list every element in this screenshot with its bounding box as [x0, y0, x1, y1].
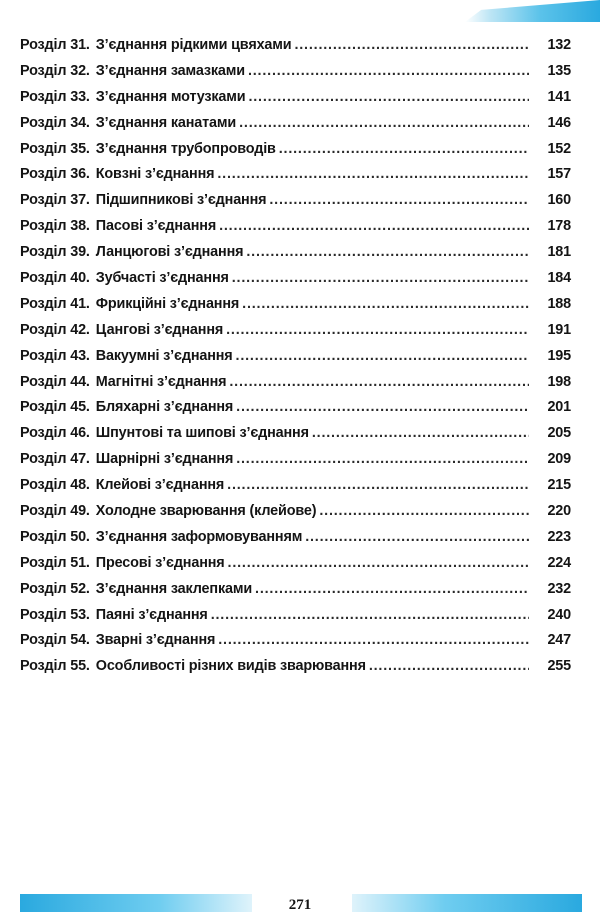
toc-page-number: 181	[547, 244, 571, 261]
toc-entry[interactable]	[20, 141, 571, 167]
toc-entry[interactable]	[20, 244, 571, 270]
toc-page-number: 205	[547, 425, 571, 442]
toc-dot-leader	[219, 218, 529, 234]
toc-dot-leader	[236, 451, 529, 467]
toc-entry-title: Зубчасті з’єднання	[95, 270, 229, 287]
toc-dot-leader	[239, 115, 529, 131]
toc-page-number: 209	[547, 451, 571, 468]
toc-page-number: 141	[547, 88, 571, 105]
toc-chapter-label: Розділ 41.	[20, 295, 90, 312]
toc-chapter-label: Розділ 45.	[20, 399, 90, 416]
toc-entry-title: Вакуумні з’єднання	[95, 347, 233, 364]
toc-entry[interactable]	[20, 296, 571, 322]
toc-entry-title: Пасові з’єднання	[95, 218, 217, 235]
toc-entry-title: З’єднання канатами	[95, 114, 237, 131]
toc-entry-title: Фрикційні з’єднання	[95, 295, 240, 312]
toc-dot-leader	[217, 166, 529, 182]
toc-dot-leader	[232, 270, 529, 286]
toc-dot-leader	[211, 607, 529, 623]
toc-entry-title: Пресові з’єднання	[95, 554, 225, 571]
toc-dot-leader	[312, 425, 529, 441]
table-of-contents	[20, 37, 571, 684]
toc-chapter-label: Розділ 32.	[20, 62, 90, 79]
toc-entry[interactable]	[20, 374, 571, 400]
toc-entry[interactable]	[20, 529, 571, 555]
toc-page-number: 191	[547, 321, 571, 338]
toc-entry[interactable]	[20, 658, 571, 684]
toc-entry-title: З’єднання замазками	[95, 62, 245, 79]
toc-chapter-label: Розділ 39.	[20, 244, 90, 261]
toc-page-number: 184	[547, 270, 571, 287]
toc-entry[interactable]	[20, 270, 571, 296]
toc-chapter-label: Розділ 42.	[20, 321, 90, 338]
toc-page-number: 198	[547, 373, 571, 390]
toc-page-number: 135	[547, 62, 571, 79]
footer-stripe-right	[352, 894, 582, 912]
toc-page-number: 157	[547, 166, 571, 183]
toc-entry[interactable]	[20, 166, 571, 192]
toc-chapter-label: Розділ 51.	[20, 554, 90, 571]
toc-entry-title: З’єднання рідкими цвяхами	[95, 37, 292, 53]
toc-entry-title: Особливості різних видів зварювання	[95, 658, 366, 675]
toc-page-number: 195	[547, 347, 571, 364]
toc-entry-title: З’єднання заформовуванням	[95, 528, 303, 545]
toc-chapter-label: Розділ 49.	[20, 503, 90, 520]
toc-entry-title: Шарнірні з’єднання	[95, 451, 234, 468]
toc-entry[interactable]	[20, 192, 571, 218]
toc-page-number: 188	[547, 295, 571, 312]
toc-dot-leader	[248, 89, 529, 105]
toc-page-number: 178	[547, 218, 571, 235]
toc-page-number: 223	[547, 528, 571, 545]
toc-entry-title: Зварні з’єднання	[95, 632, 216, 649]
toc-entry-title: Підшипникові з’єднання	[95, 192, 267, 209]
toc-chapter-label: Розділ 34.	[20, 114, 90, 131]
toc-page-number: 255	[547, 658, 571, 675]
toc-chapter-label: Розділ 54.	[20, 632, 90, 649]
toc-entry[interactable]	[20, 218, 571, 244]
toc-chapter-label: Розділ 44.	[20, 373, 90, 390]
toc-entry-title: Холодне зварювання (клейове)	[95, 503, 317, 520]
toc-chapter-label: Розділ 31.	[20, 37, 90, 53]
toc-dot-leader	[294, 37, 529, 53]
toc-page-number: 232	[547, 580, 571, 597]
toc-entry[interactable]	[20, 607, 571, 633]
toc-page-number: 247	[547, 632, 571, 649]
toc-entry-title: Клейові з’єднання	[95, 477, 225, 494]
toc-dot-leader	[369, 658, 529, 674]
toc-page-number: 220	[547, 503, 571, 520]
toc-entry[interactable]	[20, 451, 571, 477]
header-decorative-stripe	[465, 0, 600, 22]
toc-dot-leader	[269, 192, 529, 208]
toc-dot-leader	[228, 555, 529, 571]
toc-dot-leader	[226, 322, 529, 338]
toc-entry-title: Ковзні з’єднання	[95, 166, 215, 183]
toc-entry-title: З’єднання заклепками	[95, 580, 253, 597]
toc-chapter-label: Розділ 37.	[20, 192, 90, 209]
toc-dot-leader	[229, 374, 529, 390]
toc-entry-title: Бляхарні з’єднання	[95, 399, 234, 416]
toc-dot-leader	[248, 63, 529, 79]
toc-dot-leader	[305, 529, 529, 545]
toc-entry-title: Ланцюгові з’єднання	[95, 244, 244, 261]
toc-page-number: 240	[547, 606, 571, 623]
toc-dot-leader	[236, 399, 529, 415]
toc-entry-title: Паяні з’єднання	[95, 606, 208, 623]
toc-entry[interactable]	[20, 322, 571, 348]
toc-entry-title: Магнітні з’єднання	[95, 373, 227, 390]
toc-dot-leader	[218, 632, 529, 648]
toc-dot-leader	[319, 503, 529, 519]
toc-page-number: 132	[547, 37, 571, 53]
toc-page-number: 160	[547, 192, 571, 209]
toc-chapter-label: Розділ 55.	[20, 658, 90, 675]
toc-chapter-label: Розділ 40.	[20, 270, 90, 287]
toc-chapter-label: Розділ 53.	[20, 606, 90, 623]
toc-entry[interactable]	[20, 399, 571, 425]
toc-entry[interactable]	[20, 115, 571, 141]
toc-entry-title: З’єднання мотузками	[95, 88, 246, 105]
toc-dot-leader	[242, 296, 529, 312]
toc-chapter-label: Розділ 52.	[20, 580, 90, 597]
toc-entry[interactable]	[20, 555, 571, 581]
toc-entry[interactable]	[20, 477, 571, 503]
toc-entry[interactable]	[20, 581, 571, 607]
toc-chapter-label: Розділ 36.	[20, 166, 90, 183]
toc-entry-title: Цангові з’єднання	[95, 321, 224, 338]
toc-page-number: 152	[547, 140, 571, 157]
toc-entry[interactable]	[20, 503, 571, 529]
toc-page-number: 201	[547, 399, 571, 416]
toc-dot-leader	[246, 244, 529, 260]
toc-dot-leader	[279, 141, 529, 157]
toc-dot-leader	[227, 477, 529, 493]
toc-chapter-label: Розділ 48.	[20, 477, 90, 494]
toc-entry[interactable]	[20, 632, 571, 658]
toc-entry[interactable]	[20, 425, 571, 451]
toc-entry-title: З’єднання трубопроводів	[95, 140, 276, 157]
toc-chapter-label: Розділ 47.	[20, 451, 90, 468]
toc-chapter-label: Розділ 33.	[20, 88, 90, 105]
toc-entry[interactable]	[20, 63, 571, 89]
toc-page-number: 146	[547, 114, 571, 131]
toc-chapter-label: Розділ 35.	[20, 140, 90, 157]
toc-entry[interactable]	[20, 37, 571, 63]
toc-chapter-label: Розділ 50.	[20, 528, 90, 545]
toc-entry[interactable]	[20, 89, 571, 115]
page-number: 271	[288, 897, 312, 913]
toc-dot-leader	[236, 348, 529, 364]
toc-entry-title: Шпунтові та шипові з’єднання	[95, 425, 309, 442]
toc-chapter-label: Розділ 38.	[20, 218, 90, 235]
toc-entry[interactable]	[20, 348, 571, 374]
toc-dot-leader	[255, 581, 529, 597]
toc-page-number: 215	[547, 477, 571, 494]
toc-chapter-label: Розділ 43.	[20, 347, 90, 364]
toc-page-number: 224	[547, 554, 571, 571]
toc-chapter-label: Розділ 46.	[20, 425, 90, 442]
